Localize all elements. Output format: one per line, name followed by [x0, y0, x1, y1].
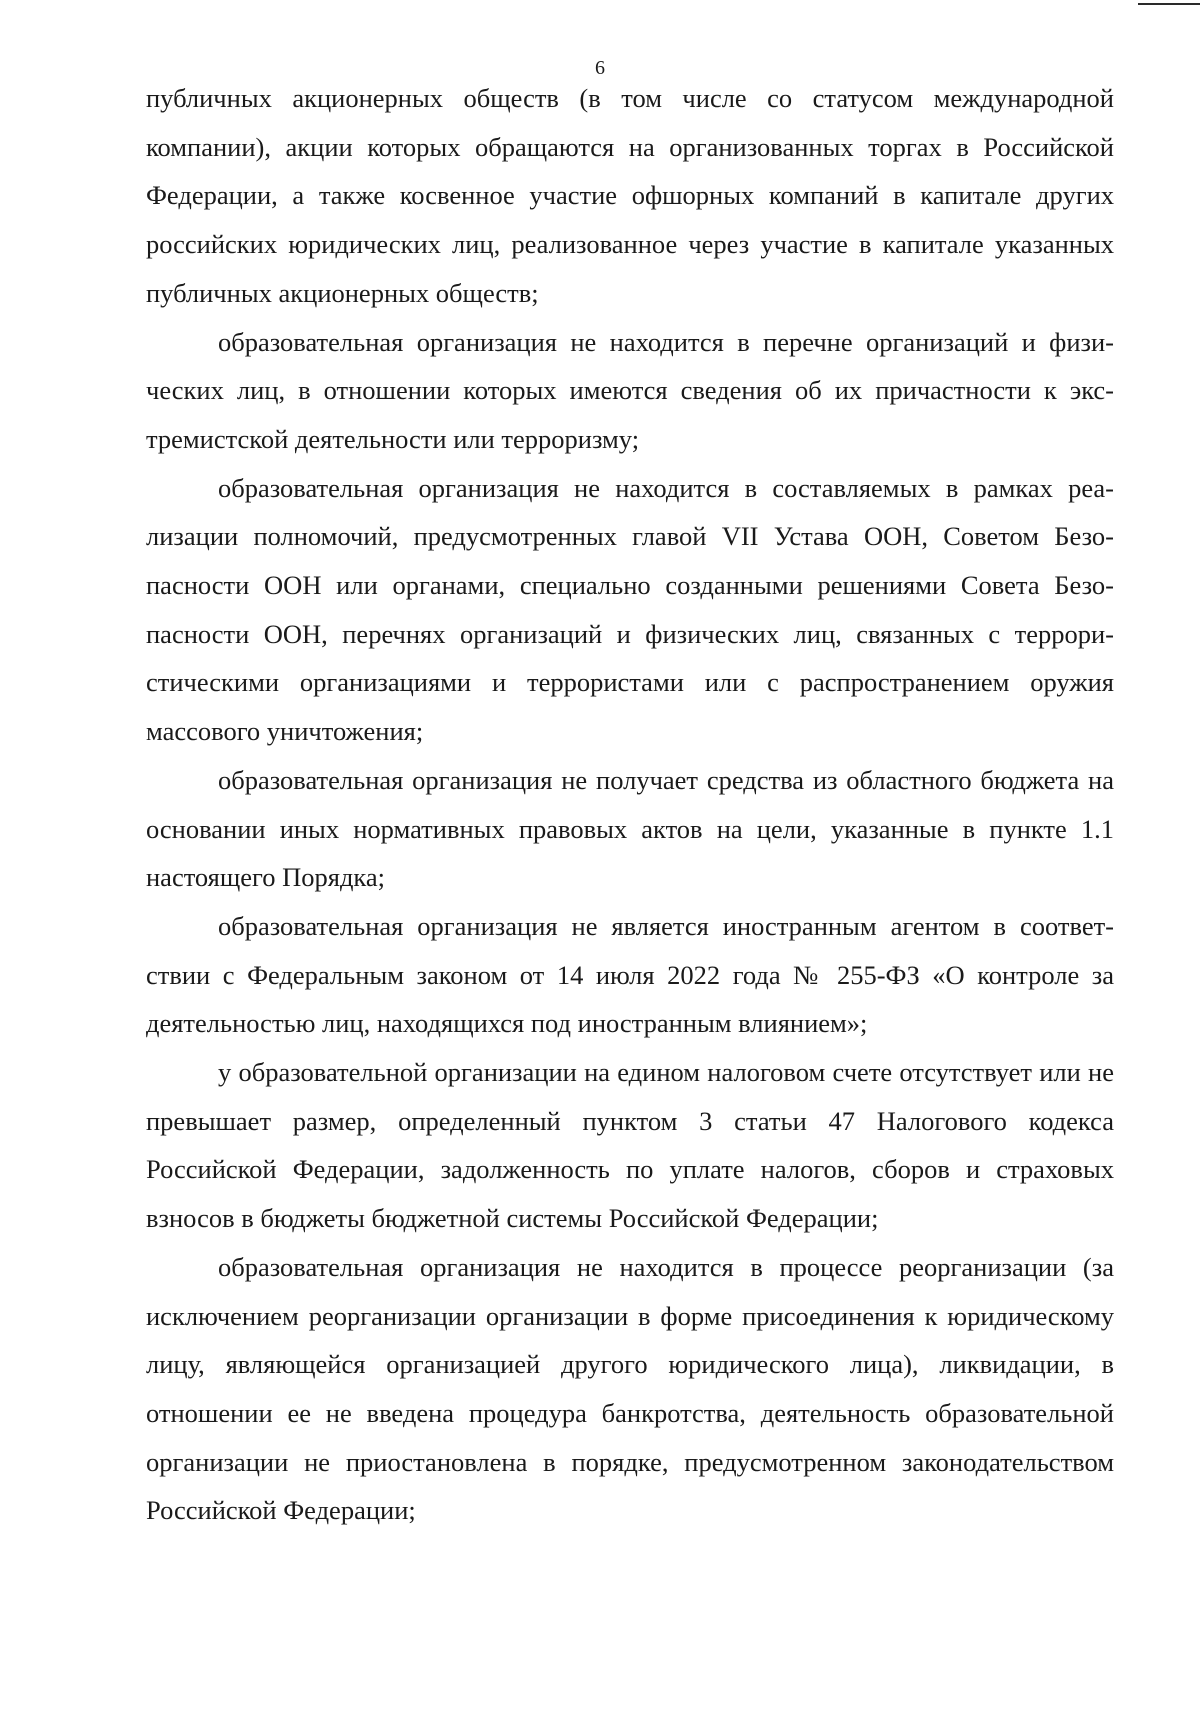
paragraph-6: у образовательной организации на едином налоговом счете отсутствует или не превышает размер, определенный пунктом 3 статьи 47 Налогового кодекса Российской Федерации, задолженность по уплате налогов, сборов и страховых взносов в бюджеты бюджетной системы Российской Федерации;: [146, 1057, 1114, 1234]
paragraph-1: публичных акционерных обществ (в том числе со статусом международной компании), акции которых обращаются на организованных торгах в Российской Федерации, а также косвенное участие офшорных компаний в капитале других российских юридических лиц, реализованное через участие в капитале указанных публичных акционерных обществ;: [146, 83, 1114, 308]
paragraph-3: образовательная организация не находится в составляемых в рамках реализации полномочий, предусмотренных главой VII Устава ООН, Советом Безопасности ООН или органами, специально созданными решениями Совета Безопасности ООН, перечнях организаций и физических лиц, связанных с террористическими организациями и террористами или с распространением оружия массового уничтожения;: [146, 472, 1114, 747]
paragraph-7: образовательная организация не находится в процессе реорганизации (за исключением реорганизации организации в форме присоединения к юридическому лицу, являющейся организацией другого юридического лица), ликвидации, в отношении ее не введена процедура банкротства, деятельность образовательной организации не приостановлена в порядке, предусмотренном законодательством Российской Федерации;: [146, 1251, 1114, 1526]
paragraph-4: образовательная организация не получает средства из областного бюджета на основании иных нормативных правовых актов на цели, указанные в пункте 1.1 настоящего Порядка;: [146, 764, 1114, 893]
paragraph-2: образовательная организация не находится в перечне организаций и физических лиц, в отношении которых имеются сведения об их причастности к экстремистской деятельности или терроризму;: [146, 326, 1114, 454]
page-number: 6: [595, 57, 605, 79]
paragraph-5: образовательная организация не является иностранным агентом в соответствии с Федеральным законом от 14 июля 2022 года № 255-ФЗ «О контроле за деятельностью лиц, находящихся под иностранным влиянием»;: [146, 910, 1114, 1039]
document-body: [146, 74, 1114, 1535]
corner-rule: [1138, 3, 1200, 5]
